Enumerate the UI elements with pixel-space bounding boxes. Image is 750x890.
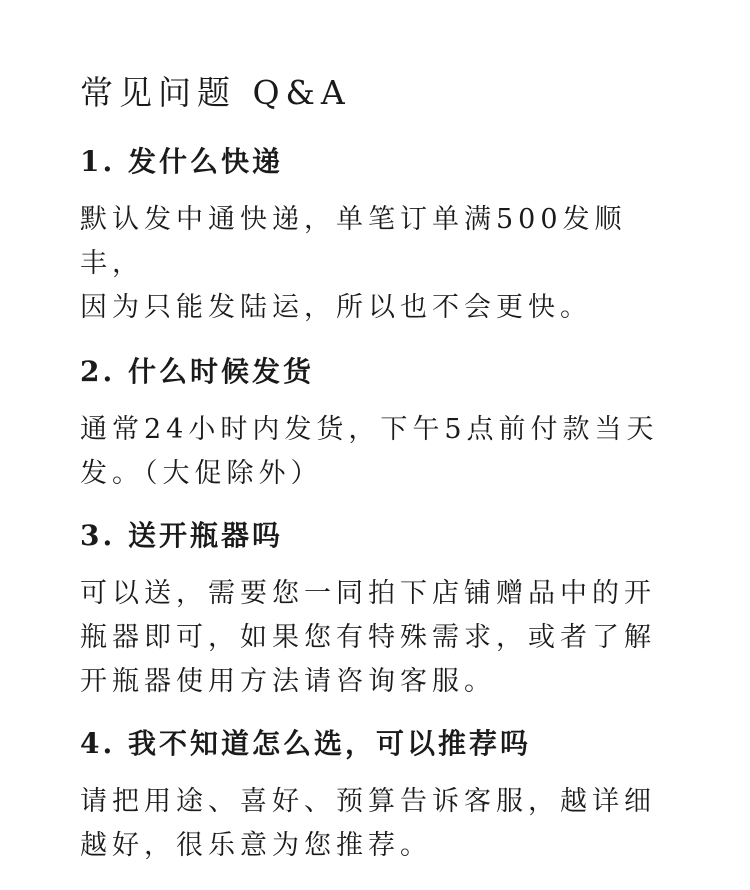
faq-page — [80, 66, 680, 890]
faq-answer: 请把用途、喜好、预算告诉客服，越详细 越好，很乐意为您推荐。 — [80, 786, 656, 861]
faq-item — [80, 518, 680, 704]
faq-question: 1. 发什么快递 — [80, 145, 283, 178]
faq-question: 4. 我不知道怎么选，可以推荐吗 — [80, 727, 531, 760]
faq-question: 3. 送开瓶器吗 — [80, 519, 283, 552]
faq-question: 2. 什么时候发货 — [80, 355, 314, 388]
faq-item — [80, 354, 680, 496]
faq-item — [80, 144, 680, 330]
faq-answer: 可以送，需要您一同拍下店铺赠品中的开 瓶器即可，如果您有特殊需求，或者了解 开瓶器使用方法请咨询客服。 — [80, 578, 656, 697]
faq-answer: 默认发中通快递，单笔订单满500发顺丰， 因为只能发陆运，所以也不会更快。 — [80, 204, 627, 323]
page-title: 常见问题 Q&A — [80, 73, 351, 112]
faq-answer: 通常24小时内发货，下午5点前付款当天 发。（大促除外） — [80, 414, 659, 489]
faq-item — [80, 726, 680, 868]
